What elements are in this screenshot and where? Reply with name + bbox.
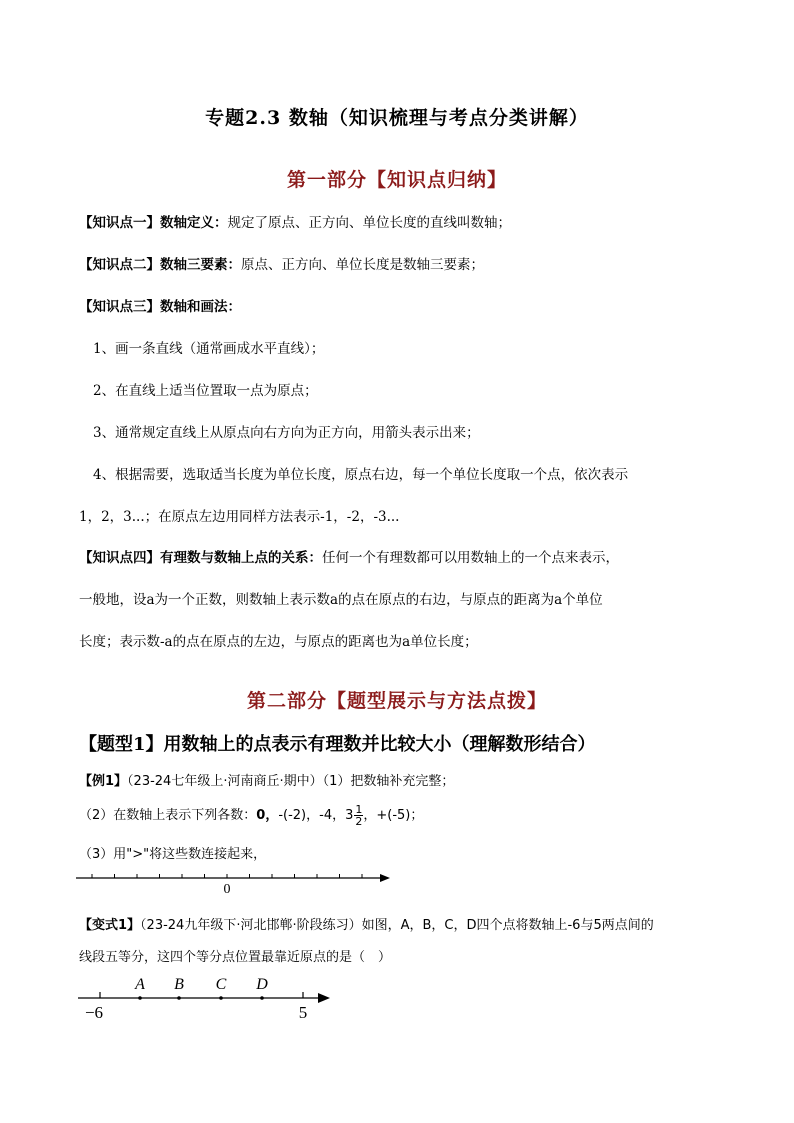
variant-number-line <box>74 970 344 1050</box>
type1-heading: 【题型1】用数轴上的点表示有理数并比较大小（理解数形结合） <box>79 734 596 755</box>
step-2: 2、在直线上适当位置取一点为原点； <box>93 383 318 399</box>
step-4: 4、根据需要，选取适当长度为单位长度，原点右边，每一个单位长度取一个点，依次表示 <box>93 467 629 483</box>
step-1: 1、画一条直线（通常画成水平直线）； <box>93 341 325 357</box>
var1-source: （23-24九年级下·河北邯郸·阶段练习） <box>140 918 362 933</box>
division-point <box>260 996 264 1000</box>
ex1-num-1: -(-2)， <box>278 808 320 823</box>
ex1-q1: （1）把数轴补充完整； <box>322 774 455 789</box>
ex1-axis-zero: 0 <box>223 882 231 896</box>
ex1-q2-prefix: （2）在数轴上表示下列各数： <box>79 808 257 823</box>
part2-heading: 第二部分【题型展示与方法点拨】 <box>246 690 547 712</box>
knowledge-point-4 <box>79 546 619 566</box>
example-1 <box>79 770 454 789</box>
ex1-num-0: 0， <box>256 808 279 823</box>
var1-text-2: 线段五等分，这四个等分点位置最靠近原点的是（ ） <box>79 950 392 965</box>
kp4-text-1: 任何一个有理数都可以用数轴上的一个点来表示， <box>322 550 619 566</box>
ex1-question-2 <box>79 804 423 827</box>
kp2-label: 【知识点二】数轴三要素： <box>79 257 241 273</box>
axis-arrow <box>380 874 390 882</box>
point-a-label: A <box>135 976 145 993</box>
point-c-label: C <box>215 976 227 993</box>
kp1-label: 【知识点一】数轴定义： <box>79 215 228 231</box>
division-point <box>177 996 181 1000</box>
left-end-label: −6 <box>84 1003 104 1022</box>
page-title: 专题2.3 数轴（知识梳理与考点分类讲解） <box>205 107 589 129</box>
ex1-num-2: -4， <box>319 808 346 823</box>
ex1-q2-end: ，+(-5)； <box>363 808 424 823</box>
kp4-text-2: 一般地，设a为一个正数，则数轴上表示数a的点在原点的右边，与原点的距离为a个单位 <box>79 592 603 608</box>
axis-arrow <box>318 993 330 1003</box>
point-d-label: D <box>256 976 268 993</box>
var1-text-1: 如图，A，B，C，D四个点将数轴上-6与5两点间的 <box>361 918 654 933</box>
kp2-text: 原点、正方向、单位长度是数轴三要素； <box>241 257 484 273</box>
right-end-label: 5 <box>298 1003 308 1022</box>
ex1-label: 【例1】 <box>79 774 128 789</box>
var1-axis <box>78 992 330 1003</box>
part1-heading: 第一部分【知识点归纳】 <box>286 169 507 191</box>
ex1-source: （23-24七年级上·河南商丘·期中） <box>127 774 323 789</box>
kp3-label: 【知识点三】数轴和画法： <box>79 299 241 315</box>
example-number-line <box>74 866 394 896</box>
step-4-continued: 1，2，3...；在原点左边用同样方法表示-1，-2，-3... <box>79 509 400 525</box>
kp1-text: 规定了原点、正方向、单位长度的直线叫数轴； <box>227 215 511 231</box>
ex1-axis <box>76 874 390 882</box>
point-b-label: B <box>174 976 184 993</box>
ex1-fraction-denominator: 2 <box>355 815 363 828</box>
ex1-q3: （3）用">"将这些数连接起来， <box>79 847 267 862</box>
ex1-mixed-whole: 3 <box>345 808 354 823</box>
ex1-fraction-numerator: 1 <box>355 803 363 816</box>
step-3: 3、通常规定直线上从原点向右方向为正方向，用箭头表示出来； <box>93 425 480 441</box>
knowledge-point-2 <box>79 253 484 273</box>
knowledge-point-1 <box>79 211 511 231</box>
division-point <box>138 996 142 1000</box>
division-point <box>219 996 223 1000</box>
variant-1 <box>79 914 654 933</box>
kp4-label: 【知识点四】有理数与数轴上点的关系： <box>79 550 322 566</box>
knowledge-point-3 <box>79 295 241 315</box>
var1-label: 【变式1】 <box>79 918 141 933</box>
kp4-text-3: 长度；表示数-a的点在原点的左边，与原点的距离也为a单位长度； <box>79 634 478 650</box>
